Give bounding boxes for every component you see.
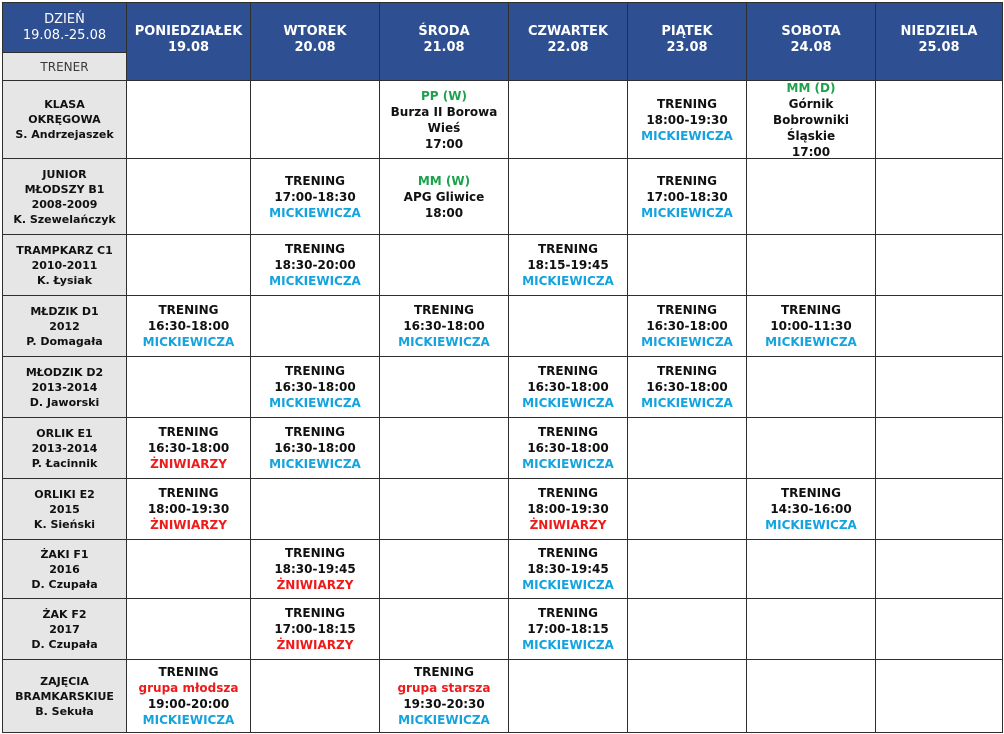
schedule-cell-sunday [875,417,1003,479]
entry-line: TRENING [284,242,346,256]
schedule-cell-tuesday [250,295,380,357]
team-line: D. Czupała [31,637,98,651]
schedule-cell-sunday [875,539,1003,599]
entry-line: TRENING [413,303,475,317]
entry-line: MICKIEWICZA [765,518,857,532]
team-line: BRAMKARSKIUE [15,689,114,703]
entry-line: ŻNIWIARZY [150,518,227,532]
entry-line: ŻNIWIARZY [150,457,227,471]
team-line: ŻAKI F1 [40,547,89,561]
team-line: MŁDZIK D1 [30,304,99,318]
team-line: D. Czupała [31,577,98,591]
schedule-cell-monday [126,80,251,159]
schedule-cell-tuesday [250,234,380,296]
entry-line: 18:00-19:30 [147,502,230,516]
entry-line: 16:30-18:00 [147,441,230,455]
entry-line: 17:00-18:15 [527,622,609,636]
entry-line: 16:30-18:00 [147,319,230,333]
day-name: WTOREK [283,24,347,39]
team-line: P. Łacinnik [31,456,98,470]
team-cell [2,234,127,296]
schedule-cell-monday [126,478,251,540]
schedule-cell-monday [126,295,251,357]
schedule-cell-saturday [746,598,876,660]
team-line: 2016 [49,562,80,576]
schedule-cell-thursday [508,158,628,235]
day-header-thursday [508,2,628,81]
entry-line: grupa starsza [397,681,491,695]
schedule-cell-wednesday [379,539,509,599]
schedule-cell-saturday [746,417,876,479]
day-date: 24.08 [790,40,832,55]
schedule-cell-saturday [746,158,876,235]
entry-line: TRENING [413,665,475,679]
entry-line: MICKIEWICZA [522,457,614,471]
day-date: 19.08 [167,40,210,55]
schedule-cell-sunday [875,598,1003,660]
entry-line: MICKIEWICZA [522,396,614,410]
schedule-cell-sunday [875,478,1003,540]
schedule-cell-thursday [508,80,628,159]
entry-line: 18:00 [424,205,464,220]
day-name: CZWARTEK [527,24,609,39]
day-date: 20.08 [294,40,336,55]
schedule-cell-tuesday [250,598,380,660]
schedule-cell-thursday [508,659,628,733]
entry-line: TRENING [656,364,718,378]
schedule-cell-tuesday [250,80,380,159]
schedule-cell-wednesday [379,598,509,660]
entry-line: 17:00 [791,144,831,159]
schedule-cell-friday [627,295,747,357]
team-line: JUNIOR [42,167,87,181]
entry-line: 17:00-18:30 [646,189,728,204]
entry-line: PP (W) [421,88,467,103]
schedule-cell-monday [126,158,251,235]
team-line: 2008-2009 [31,197,98,211]
day-name: NIEDZIELA [900,24,978,39]
entry-line: TRENING [780,486,842,500]
team-line: K. Sieński [33,517,96,531]
entry-line: 14:30-16:00 [770,502,852,516]
schedule-cell-monday [126,659,251,733]
schedule-cell-thursday [508,478,628,540]
team-cell [2,80,127,159]
entry-line: 16:30-18:00 [527,441,609,455]
entry-line: Wieś [427,120,461,135]
entry-line: MICKIEWICZA [522,578,614,592]
team-line: 2013-2014 [31,441,98,455]
entry-line: TRENING [656,173,718,188]
team-cell [2,598,127,660]
schedule-cell-saturday [746,80,876,159]
entry-line: 17:00-18:30 [274,189,356,204]
schedule-cell-sunday [875,356,1003,418]
team-line: 2017 [49,622,80,636]
entry-line: Burza II Borowa [390,104,498,119]
entry-line: MICKIEWICZA [269,457,361,471]
team-cell [2,659,127,733]
day-name: SOBOTA [781,24,841,39]
schedule-cell-sunday [875,659,1003,733]
schedule-cell-friday [627,539,747,599]
entry-line: TRENING [656,96,718,111]
schedule-cell-monday [126,356,251,418]
schedule-cell-thursday [508,234,628,296]
entry-line: TRENING [284,425,346,439]
schedule-cell-sunday [875,158,1003,235]
team-line: ORLIKI E2 [34,487,95,501]
trainer-header [2,52,127,81]
day-header-tuesday [250,2,380,81]
entry-line: 16:30-18:00 [527,380,609,394]
entry-line: TRENING [537,242,599,256]
day-date: 23.08 [666,40,708,55]
team-line: P. Domagała [26,334,103,348]
day-date: 22.08 [547,40,589,55]
team-cell [2,158,127,235]
schedule-cell-sunday [875,295,1003,357]
entry-line: 16:30-18:00 [646,380,728,394]
entry-line: TRENING [158,425,219,439]
day-header-wednesday [379,2,509,81]
schedule-cell-wednesday [379,417,509,479]
schedule-cell-thursday [508,417,628,479]
schedule-cell-thursday [508,295,628,357]
schedule-cell-thursday [508,598,628,660]
schedule-cell-sunday [875,80,1003,159]
team-line: K. Szewelańczyk [13,212,116,226]
team-line: MŁODZIK D2 [25,365,104,379]
entry-line: TRENING [158,303,219,317]
schedule-cell-monday [126,417,251,479]
day-label: DZIEŃ [44,11,85,27]
team-line: S. Andrzejaszek [15,128,114,141]
team-line: OKRĘGOWA [28,113,101,126]
schedule-cell-wednesday [379,80,509,159]
entry-line: 18:00-19:30 [646,112,728,127]
day-name: ŚRODA [418,24,470,39]
entry-line: TRENING [537,486,599,500]
schedule-cell-tuesday [250,417,380,479]
day-date: 21.08 [423,40,465,55]
schedule-cell-wednesday [379,234,509,296]
day-header-friday [627,2,747,81]
entry-line: MICKIEWICZA [269,205,361,220]
day-range-header [2,2,127,53]
entry-line: 18:30-19:45 [527,562,609,576]
schedule-cell-wednesday [379,295,509,357]
entry-line: TRENING [537,364,599,378]
entry-line: 18:30-20:00 [274,258,356,272]
team-line: 2012 [49,319,80,333]
trainer-label: TRENER [40,59,89,74]
team-line: 2013-2014 [31,380,98,394]
schedule-cell-friday [627,478,747,540]
entry-line: Bobrowniki [773,112,849,127]
day-name: PONIEDZIAŁEK [134,24,243,39]
schedule-cell-thursday [508,356,628,418]
team-line: ŻAK F2 [42,607,87,621]
schedule-cell-wednesday [379,158,509,235]
schedule-cell-monday [126,598,251,660]
team-line: K. Łysiak [36,273,93,287]
entry-line: MICKIEWICZA [641,128,733,143]
entry-line: TRENING [284,364,346,378]
entry-line: Górnik [788,96,834,111]
entry-line: TRENING [780,303,842,317]
team-line: ORLIK E1 [36,426,93,440]
entry-line: 17:00 [424,136,464,151]
day-header-saturday [746,2,876,81]
entry-line: 16:30-18:00 [274,441,356,455]
day-date: 25.08 [918,40,960,55]
entry-line: ŻNIWIARZY [529,518,607,532]
schedule-cell-wednesday [379,478,509,540]
schedule-cell-saturday [746,295,876,357]
entry-line: TRENING [537,546,599,560]
team-line: 2010-2011 [31,258,98,272]
entry-line: MICKIEWICZA [522,274,614,288]
entry-line: MM (D) [786,80,836,95]
schedule-cell-friday [627,80,747,159]
schedule-cell-friday [627,234,747,296]
schedule-cell-thursday [508,539,628,599]
entry-line: TRENING [284,173,346,188]
team-line: MŁODSZY B1 [24,182,105,196]
entry-line: MICKIEWICZA [398,335,490,349]
entry-line: APG Gliwice [403,189,485,204]
schedule-cell-friday [627,598,747,660]
date-range: 19.08.-25.08 [22,27,107,43]
schedule-cell-friday [627,356,747,418]
team-line: 2015 [49,502,80,516]
team-cell [2,478,127,540]
schedule-cell-monday [126,539,251,599]
schedule-cell-saturday [746,478,876,540]
entry-line: 19:30-20:30 [403,697,485,711]
schedule-cell-friday [627,417,747,479]
team-cell [2,539,127,599]
entry-line: 16:30-18:00 [274,380,356,394]
entry-line: TRENING [537,606,599,620]
team-cell [2,295,127,357]
team-line: KLASA [44,98,85,111]
schedule-cell-saturday [746,539,876,599]
entry-line: 17:00-18:15 [274,622,356,636]
entry-line: TRENING [284,546,346,560]
schedule-cell-monday [126,234,251,296]
entry-line: MM (W) [417,173,471,188]
team-line: B. Sekuła [35,704,94,718]
entry-line: MICKIEWICZA [522,638,614,652]
schedule-cell-wednesday [379,356,509,418]
entry-line: MICKIEWICZA [142,335,235,349]
entry-line: MICKIEWICZA [398,713,490,727]
entry-line: MICKIEWICZA [269,274,361,288]
team-cell [2,356,127,418]
entry-line: Śląskie [786,128,836,143]
schedule-cell-saturday [746,356,876,418]
team-line: ZAJĘCIA [40,674,89,688]
entry-line: TRENING [537,425,599,439]
entry-line: MICKIEWICZA [269,396,361,410]
entry-line: ŻNIWIARZY [276,638,354,652]
schedule-cell-sunday [875,234,1003,296]
schedule-cell-tuesday [250,539,380,599]
entry-line: 18:30-19:45 [274,562,356,576]
team-line: TRAMPKARZ C1 [16,243,113,257]
entry-line: TRENING [284,606,346,620]
entry-line: 16:30-18:00 [403,319,485,333]
entry-line: MICKIEWICZA [641,396,733,410]
entry-line: 18:15-19:45 [527,258,609,272]
entry-line: grupa młodsza [138,681,239,695]
entry-line: TRENING [158,486,219,500]
schedule-cell-tuesday [250,478,380,540]
entry-line: MICKIEWICZA [142,713,235,727]
entry-line: ŻNIWIARZY [276,578,354,592]
entry-line: MICKIEWICZA [641,205,733,220]
entry-line: 19:00-20:00 [147,697,230,711]
entry-line: 18:00-19:30 [527,502,609,516]
day-header-monday [126,2,251,81]
entry-line: 16:30-18:00 [646,319,728,333]
day-name: PIĄTEK [661,24,713,39]
schedule-cell-tuesday [250,356,380,418]
schedule-cell-wednesday [379,659,509,733]
entry-line: MICKIEWICZA [641,335,733,349]
team-cell [2,417,127,479]
team-line: D. Jaworski [29,395,100,409]
schedule-cell-friday [627,659,747,733]
entry-line: TRENING [656,303,718,317]
entry-line: 10:00-11:30 [770,319,852,333]
schedule-cell-saturday [746,234,876,296]
entry-line: MICKIEWICZA [765,335,857,349]
schedule-cell-tuesday [250,659,380,733]
entry-line: TRENING [158,665,219,679]
day-header-sunday [875,2,1003,81]
schedule-cell-tuesday [250,158,380,235]
schedule-cell-saturday [746,659,876,733]
schedule-cell-friday [627,158,747,235]
